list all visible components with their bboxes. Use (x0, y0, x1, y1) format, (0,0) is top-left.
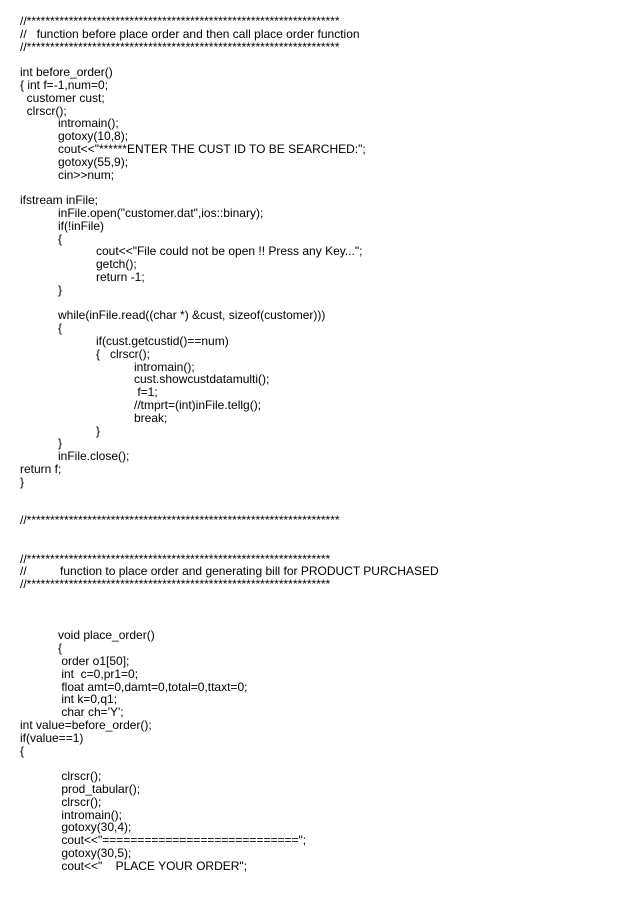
code-line: intromain(); (58, 116, 119, 131)
code-line: void place_order() (58, 628, 155, 643)
code-line: // function before place order and then call place order function (20, 26, 360, 41)
code-line: prod_tabular(); (58, 782, 141, 796)
code-line: clrscr(); (58, 769, 102, 784)
code-line: { (58, 321, 63, 336)
code-line: return f; (20, 462, 62, 476)
code-line: break; (134, 410, 168, 425)
code-line: inFile.close(); (58, 449, 130, 464)
code-line: //tmprt=(int)inFile.tellg(); (134, 398, 262, 412)
code-line: cout<<"******ENTER THE CUST ID TO BE SEARCHED:"; (58, 142, 366, 156)
code-line: //***************************************************************** (20, 577, 331, 592)
code-line: // function to place order and generating bill for PRODUCT PURCHASED (20, 564, 439, 579)
code-line: return -1; (96, 270, 145, 284)
code-line: getch(); (96, 257, 137, 272)
code-line: customer cust; (20, 90, 105, 105)
code-line: { (20, 743, 25, 758)
code-line: clrscr(); (20, 103, 67, 118)
code-line: //******************************************************************* (20, 14, 340, 28)
code-line: f=1; (134, 385, 158, 400)
code-line: { int f=-1,num=0; (20, 78, 109, 92)
code-line: intromain(); (134, 359, 195, 374)
code-line: cout<<" PLACE YOUR ORDER"; (58, 858, 248, 873)
code-line: } (20, 474, 25, 489)
code-line: while(inFile.read((char *) &cust, sizeof(customer))) (58, 308, 326, 323)
code-line: } (96, 423, 101, 438)
code-line: if(cust.getcustid()==num) (96, 334, 229, 348)
code-line: cin>>num; (58, 167, 115, 182)
code-line: float amt=0,damt=0,total=0,ttaxt=0; (58, 679, 248, 694)
code-line: if(!inFile) (58, 218, 105, 233)
code-line: if(value==1) (20, 730, 84, 745)
code-line: int before_order() (20, 65, 113, 80)
code-line: char ch='Y'; (58, 705, 124, 720)
code-line: int k=0,q1; (58, 692, 118, 707)
code-line: cout<<"File could not be open !! Press any Key..."; (96, 244, 363, 259)
code-line: inFile.open("customer.dat",ios::binary); (58, 206, 264, 220)
code-line: { (58, 231, 63, 246)
code-line: } (58, 436, 63, 451)
code-line: clrscr(); (58, 794, 102, 809)
code-line: //******************************************************************* (20, 39, 340, 54)
code-line: } (58, 282, 63, 297)
code-line: cust.showcustdatamulti(); (134, 372, 270, 387)
code-line: ifstream inFile; (20, 193, 99, 208)
code-line: order o1[50]; (58, 654, 130, 668)
code-line: { (58, 641, 63, 656)
code-line: //***************************************************************** (20, 551, 331, 566)
code-line: gotoxy(30,4); (58, 820, 132, 835)
code-line: cout<<"============================"; (58, 833, 307, 848)
code-line: //******************************************************************* (20, 513, 340, 528)
code-line: int c=0,pr1=0; (58, 666, 139, 681)
code-line: gotoxy(55,9); (58, 154, 129, 169)
code-line: gotoxy(30,5); (58, 846, 132, 860)
code-line: intromain(); (58, 807, 123, 822)
code-line: int value=before_order(); (20, 718, 152, 732)
code-line: gotoxy(10,8); (58, 129, 129, 144)
code-line: { clrscr(); (96, 346, 150, 361)
